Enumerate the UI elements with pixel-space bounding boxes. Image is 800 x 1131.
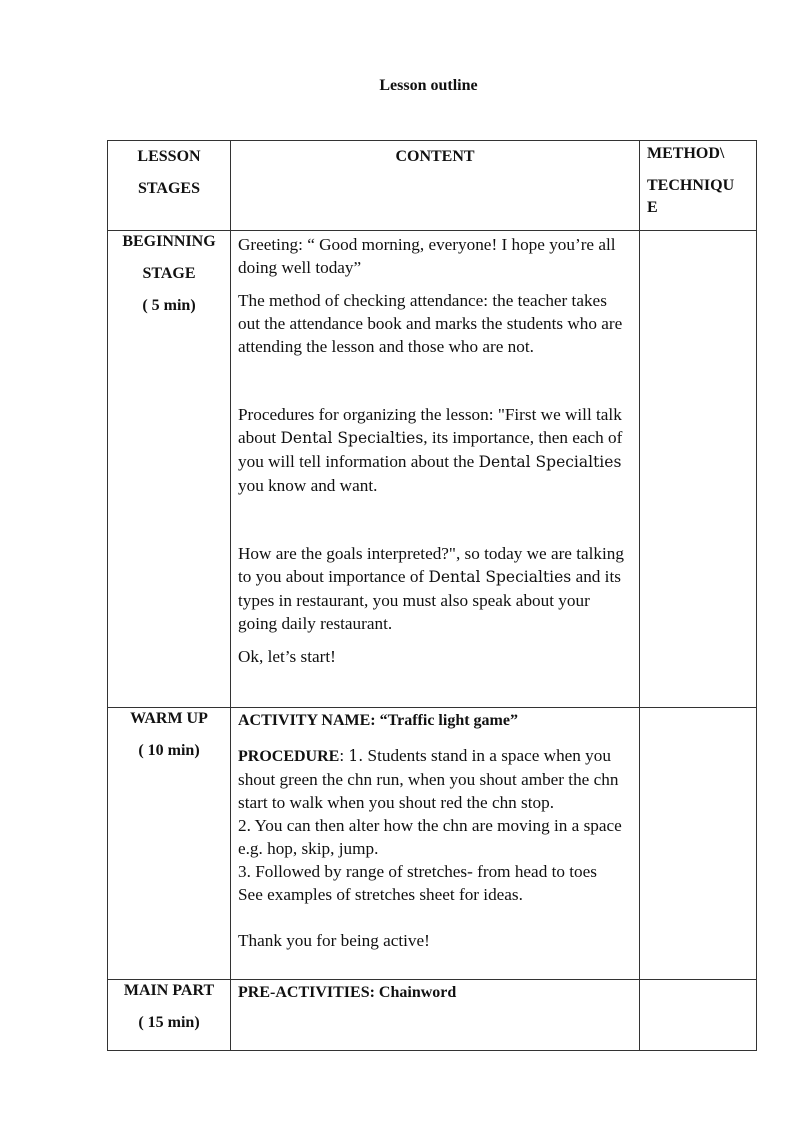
procedures-part-b: , its importance, then each of you will tell information about the bbox=[238, 428, 623, 471]
goals-part-b: and its types in restaurant, you must also speak about your going daily restaurant. bbox=[238, 567, 621, 633]
method-cell-warm-up bbox=[640, 708, 757, 980]
stage-cell-beginning bbox=[108, 231, 231, 708]
stage-cell-main-part bbox=[108, 980, 231, 1051]
procedures-term-2: Dental Specialties bbox=[478, 453, 622, 471]
header-method-line1: METHOD\ bbox=[647, 145, 725, 162]
table-row-main-part bbox=[108, 980, 757, 1051]
procedure-step-2: 2. You can then alter how the chn are moving in a space e.g. hop, skip, jump. bbox=[238, 816, 622, 858]
header-method-technique bbox=[640, 141, 757, 231]
stage-warm-up-line1: WARM UP bbox=[130, 710, 208, 727]
header-content: CONTENT bbox=[231, 141, 640, 231]
table-row-warm-up bbox=[108, 708, 757, 980]
procedure-step-3: 3. Followed by range of stretches- from head to toes bbox=[238, 862, 597, 881]
stage-warm-up-duration: ( 10 min) bbox=[138, 742, 200, 759]
step-1-number: 1. bbox=[348, 747, 364, 765]
header-lesson-stages bbox=[108, 141, 231, 231]
procedures-term-1: Dental Specialties bbox=[280, 429, 424, 447]
goals-text bbox=[238, 542, 633, 635]
thanks-text: Thank you for being active! bbox=[238, 931, 430, 950]
procedure-step-1 bbox=[238, 744, 633, 814]
greeting-text: Greeting: “ Good morning, everyone! I hope you’re all doing well today” bbox=[238, 235, 616, 277]
start-text: Ok, let’s start! bbox=[238, 647, 336, 666]
header-method-line3: E bbox=[647, 199, 658, 216]
header-stage-line1: LESSON bbox=[137, 148, 201, 165]
goals-term: Dental Specialties bbox=[428, 568, 572, 586]
content-cell-warm-up bbox=[231, 708, 640, 980]
stage-main-part-duration: ( 15 min) bbox=[138, 1014, 200, 1031]
stage-main-part-line1: MAIN PART bbox=[123, 982, 215, 999]
stage-cell-warm-up bbox=[108, 708, 231, 980]
activity-name: ACTIVITY NAME: “Traffic light game” bbox=[238, 712, 518, 729]
content-cell-main-part bbox=[231, 980, 640, 1051]
table-row-beginning-stage bbox=[108, 231, 757, 708]
table-header-row bbox=[108, 141, 757, 231]
lesson-outline-table bbox=[107, 140, 757, 1051]
attendance-text: The method of checking attendance: the teacher takes out the attendance book and marks the students who are attending the lesson and those who are not. bbox=[238, 291, 623, 356]
header-stage-line2: STAGES bbox=[138, 180, 200, 197]
procedure-step-3b: See examples of stretches sheet for ideas. bbox=[238, 885, 523, 904]
procedure-colon: : bbox=[339, 746, 349, 765]
method-cell-main-part bbox=[640, 980, 757, 1051]
procedures-part-a: Procedures for organizing the lesson: "First we will talk about bbox=[238, 405, 622, 447]
stage-beginning-duration: ( 5 min) bbox=[142, 297, 196, 314]
procedure-label: PROCEDURE bbox=[238, 748, 340, 765]
procedures-part-c: you know and want. bbox=[238, 476, 378, 495]
document-title: Lesson outline bbox=[379, 77, 478, 94]
step-1-text: Students stand in a space when you shout green the chn run, when you shout amber the chn start to walk when you shout red the chn stop. bbox=[238, 746, 619, 812]
content-cell-beginning bbox=[231, 231, 640, 708]
goals-part-a: How are the goals interpreted?", so today we are talking to you about importance of bbox=[238, 544, 624, 586]
stage-beginning-line2: STAGE bbox=[142, 265, 196, 282]
header-method-line2: TECHNIQU bbox=[647, 177, 735, 194]
stage-beginning-line1: BEGINNING bbox=[122, 233, 216, 250]
pre-activities-text: PRE-ACTIVITIES: Chainword bbox=[238, 984, 457, 1001]
method-cell-beginning bbox=[640, 231, 757, 708]
procedures-text bbox=[238, 403, 633, 497]
